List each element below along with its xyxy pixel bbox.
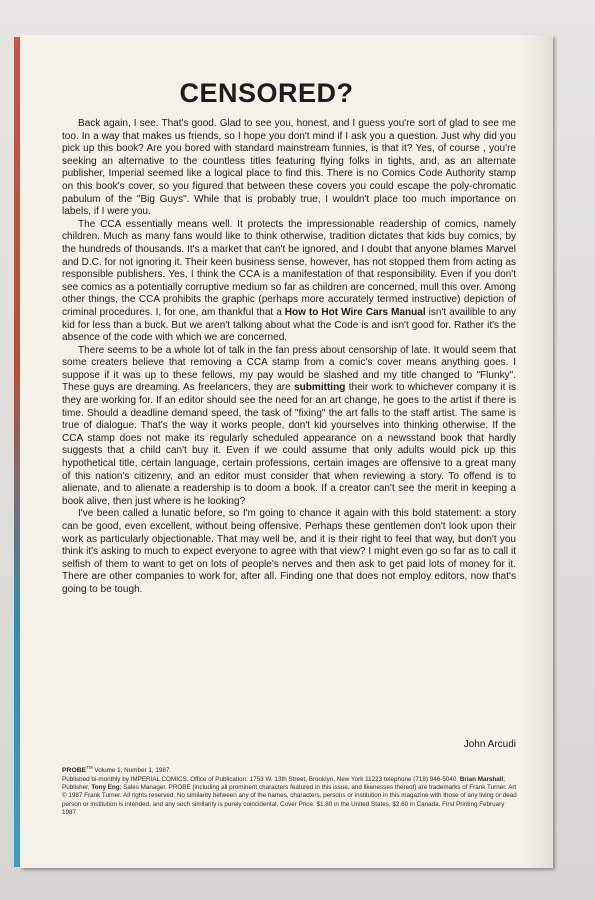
indicia-legal: ; Sales Manager. PROBE (including all prominent characters featured in this issue, and likenesses thereof) are trademarks of Frank Turner. Art © 1987 Frank Turner. All rights reserved. No similarity between any of the names, characters, persons or institution in this magazine with those of any living or dead person or institution is intended, and any such similarity is purely coincidental. Cover Price: $1.80 in the United States, $2.60 in Canada. First Printing February 1987 xyxy=(62,783,517,817)
paragraph-3 xyxy=(62,345,516,509)
trademark-mark: TM xyxy=(86,765,93,770)
emphasis-text: How to Hot Wire Cars Manual xyxy=(284,306,426,318)
indicia-name: Tony Eng xyxy=(91,783,120,791)
indicia-title: PROBE xyxy=(62,767,87,775)
author-signature: John Arcudi xyxy=(463,739,516,750)
article-title: CENSORED? xyxy=(179,78,354,108)
indicia-name: Brian Marshall xyxy=(459,775,504,783)
paragraph-text: The CCA essentially means well. It protects the impressionable readership of comics, namely children. Much as many fans would like to think otherwise, tradition dictates that kids buy comics, by the hundreds of thousands. It's a market that can't be ignored, and I doubt that anyone blames Marvel and D.C. for not ignoring it. Their keen business sense, however, has not stopped them from acting as responsible publishers. Yes, I think the CCA is a manifestation of that responsibility. Even if you don't see comics as a potentially corruptive medium so far as children are concerned, mull this over. Among other things, the CCA prohibits the graphic (perhaps more accurately termed instructive) depiction of criminal procedures. I, for one, am thankful that a xyxy=(62,218,516,318)
paragraph-2 xyxy=(62,219,516,345)
publication-indicia xyxy=(62,764,520,818)
paragraph-text: I've been called a lunatic before, so I'm going to chance it again with this bold statement: a story can be good, even excellent, without being offensive. Perhaps these gentlemen don't look upon their work as particularly objectionable. That may well be, and it is their right to feel that way, but don't you think it's asking to much to expect everyone to agree with that view? I might even go so far as to call it selfish of them to want to get on lots of people's nerves and then ask to get paid lots of money for it. There are other companies to work for, after all. Finding one that does not employ editors, now that's going to be tough. xyxy=(62,508,516,595)
paragraph-text: There seems to be a whole lot of talk in the fan press about censorship of late. It would seem that some creaters believe that removing a CCA stamp from a comic's cover means anything goes. I suppose if it was up to these fellows, my pay would be slashed and my title changed to "Flunky". These guys are dreaming. As freelancers, they are xyxy=(62,344,516,394)
indicia-volume: Volume 1, Number 1, 1987. xyxy=(92,767,172,775)
paragraph-text: isn't availible to any kid for less than a buck. But we aren't talking about what the Code is and isn't good for. Rather it's the absence of the code with which we are concerned. xyxy=(62,306,516,344)
page-shadow xyxy=(523,35,553,868)
paragraph-text: their work to whichever company it is they are working for. If an editor should see the need for an art change, he goes to the artist if there is time. Should a deadline demand speed, the task of "fixing" the art falls to the staff artist. The same is true of dialogue. That's the way it works people, don't kid yourselves into thinking otherwise. If the CCA stamp does not make its regularly scheduled appearance on a newsstand book that hardly suggests that a child can't buy it. Even if we could assume that only adults would pick up this hypothetical title, certain language, certain professions, certain images are offensive to a great many of this nation's citizenry, and an editor must consider that when reviewing a story. To offend is to alienate, and to alienate a readership is to doom a book. If a creator can't see the merit in keeping a book alive, then just where is he looking? xyxy=(62,382,516,507)
paragraph-1 xyxy=(62,118,516,219)
indicia-publisher: Published bi-monthly by IMPERIAL COMICS. Office of Publication: 1753 W. 13th Street, Brooklyn, New York 11223 telephone (718) 946-5040. xyxy=(62,775,460,783)
emphasis-text: submitting xyxy=(294,382,346,394)
paragraph-text: Back again, I see. That's good. Glad to see you, honest, and I guess you're sort of glad to see me too. In a way that makes us friends, so I hope you don't mind if I ask you a question. Just why did you pick up this book? Are you bored with standard mainstream funnies, is that it? Yes, of course , you're seeking an alternative to the countless titles featuring flying folks in tights, and, as an alternate publisher, Imperial seemed like a logical place to find this. There is no Comics Code Authority stamp on this book's cover, so you figured that between these covers you could escape the poly-chromatic pabulum of the "Big Guys". While that is probably true, I wouldn't place too much importance on labels, if I were you. xyxy=(62,118,516,218)
article-body xyxy=(62,118,516,597)
paragraph-4 xyxy=(62,508,516,596)
indicia-text: ; Publisher, xyxy=(62,775,506,791)
